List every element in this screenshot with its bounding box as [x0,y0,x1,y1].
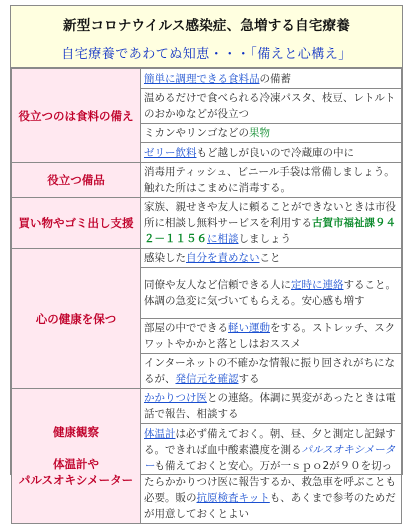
list-item: ミカンやリンゴなどの果物 [141,124,402,143]
table-row [12,389,402,424]
section-label-health-title: 健康観察 [53,425,99,439]
section-label-mental: 心の健康を保つ [12,249,141,389]
list-item: 部屋の中でできる軽い運動をする。ストレッチ、スクワットやかかと落としはおススメ [141,319,402,354]
section-label-goods: 役立つ備品 [12,163,141,198]
list-item: 感染した自分を責めないこと [141,249,402,268]
table-row [12,198,402,249]
advice-table [11,68,402,524]
section-label-health-sub1: 体温計や [53,457,99,471]
list-item: 簡単に調理できる食料品の備蓄 [141,69,402,89]
section-label-food: 役立つのは食料の備え [12,69,141,163]
table-row [12,163,402,198]
list-item: 温めるだけで食べられる冷凍パスタ、枝豆、レトルトのおかゆなどが役立つ [141,89,402,124]
info-panel [10,5,403,520]
page-title: 新型コロナウイルス感染症、急増する自宅療養 [63,18,350,34]
section-label-health-sub2: パルスオキシメーター [18,473,134,487]
list-item: インターネットの不確かな情報に振り回されがちになるが、発信元を確認する [141,354,402,389]
table-row [12,249,402,268]
section-label-health [12,389,141,524]
list-item: かかりつけ医との連絡。体調に異変があったときは電話で報告、相談する [141,389,402,424]
list-item: 体温計は必ず備えておく。朝、昼、夕と測定し記録する。できれば血中酸素濃度を測るパルスオキシメーターも備えておくと安心。万が一ｓｐｏ2が９０を切ったらかかりつけ医に報告するか、救急車を呼ぶことも必要。販の抗原検査キットも、あくまで参考のためだが用意しておくとよい [141,424,402,524]
section-label-shopping: 買い物やゴミ出し支援 [12,198,141,249]
list-item: 家族、親せきや友人に頼ることができないときは市役所に相談し無料サービスを利用する古賀市福祉課９４２－１１５６に相談しましょう [141,198,402,249]
panel-header [11,6,402,68]
table-row [12,69,402,89]
list-item: 同僚や友人など信頼できる人に定時に連絡すること。体調の急変に気づいてもらえる。安心感も増す [141,268,402,319]
list-item: ゼリー飲料もど越しが良いので冷蔵庫の中に [141,143,402,163]
page-subtitle: 自宅療養であわてぬ知恵・・・「備えと心構え」 [61,47,352,62]
list-item: 消毒用ティッシュ、ビニール手袋は常備しましょう。触れた所はこまめに消毒する。 [141,163,402,198]
